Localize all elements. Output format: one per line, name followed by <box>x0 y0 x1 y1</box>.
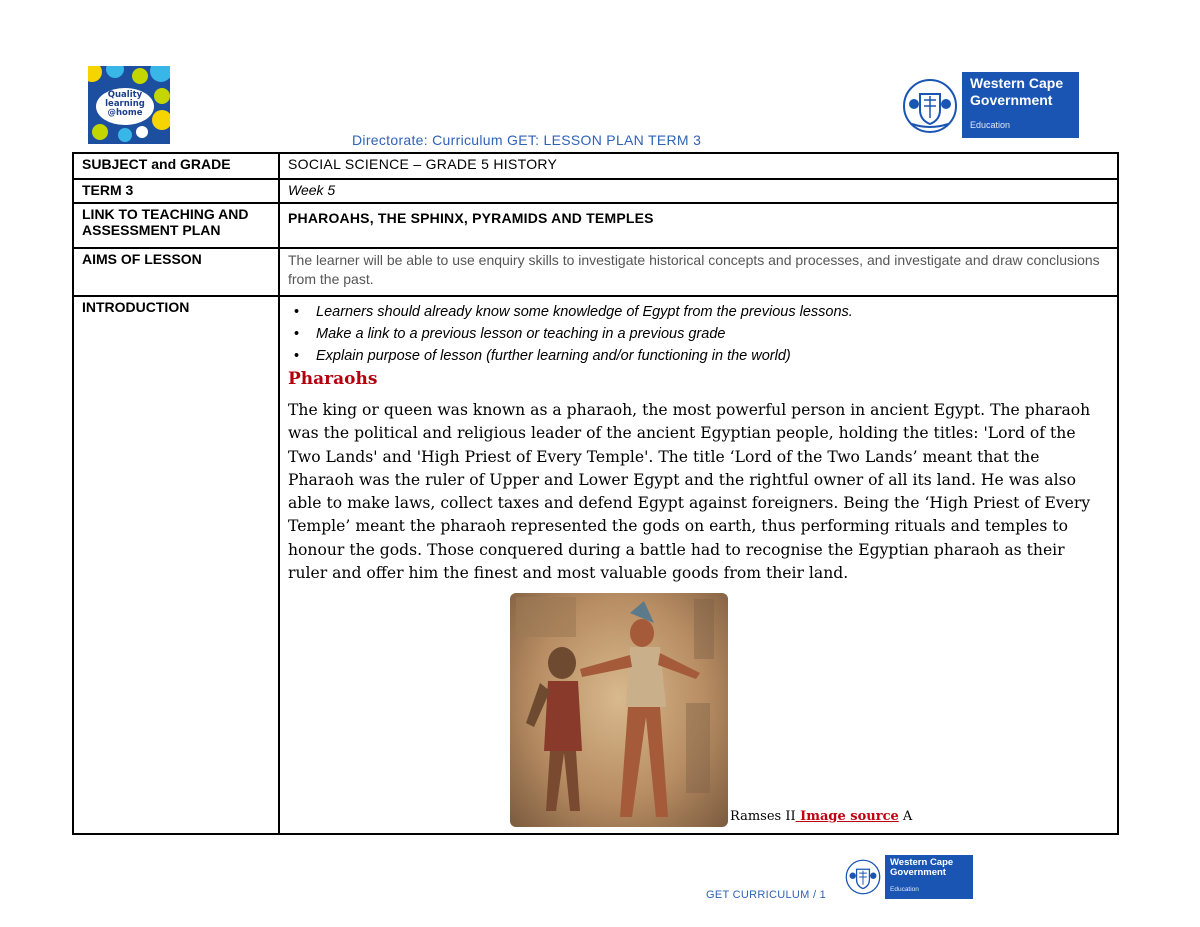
footer-wcg-department: Education <box>890 886 919 893</box>
ql-line1: Quality <box>107 90 143 100</box>
footer-page-label: GET CURRICULUM / 1 <box>706 889 827 901</box>
introduction-content <box>279 296 1118 834</box>
caption-name: Ramses II <box>730 809 796 825</box>
ql-line2: learning <box>105 99 145 109</box>
western-cape-government-logo <box>896 72 1079 138</box>
row-introduction <box>73 296 1118 834</box>
image-source-link[interactable]: Image source <box>795 809 899 825</box>
footer-wcg-panel <box>885 855 973 899</box>
row-link <box>73 203 1118 248</box>
term-label: TERM 3 <box>73 179 279 203</box>
ramses-relief-image <box>510 593 728 827</box>
introduction-label: INTRODUCTION <box>73 296 279 834</box>
footer-wcg-logo <box>843 855 973 899</box>
wcg-logo-panel <box>962 72 1079 138</box>
wcg-name-line1: Western Cape <box>970 75 1064 91</box>
lesson-plan-table <box>72 152 1119 835</box>
relief-illustration <box>510 593 728 827</box>
directorate-title: Directorate: Curriculum GET: LESSON PLAN TERM 3 <box>352 132 702 148</box>
caption-suffix: A <box>898 809 913 825</box>
coat-of-arms-icon <box>902 78 958 134</box>
wcg-department: Education <box>970 120 1011 130</box>
intro-bullet-list <box>288 301 1109 367</box>
footer-coat-of-arms-icon <box>845 859 881 895</box>
row-subject <box>73 153 1118 179</box>
list-item: • Make a link to a previous lesson or teaching in a previous grade <box>316 323 1109 345</box>
pharaohs-paragraph: The king or queen was known as a pharaoh, the most powerful person in ancient Egypt. The pharaoh was the political and religious leader of the ancient Egyptian people, holding the titles: 'Lord of the Two Lands' and 'High Priest of Every Temple'. The title ‘Lord of the Two Lands’ meant that the Pharaoh was the ruler of Upper and Lower Egypt and the rightful owner of all its land. He was also able to make laws, collect taxes and defend Egypt against foreigners. Being the ‘High Priest of Every Temple’ meant the pharaoh represented the gods on earth, thus performing rituals and temples to honour the gods. Those conquered during a battle had to recognise the Egyptian pharaoh as their ruler and offer him the finest and most valuable goods from their land. <box>288 401 1091 583</box>
aims-value: The learner will be able to use enquiry skills to investigate historical concepts and processes, and investigate and draw conclusions from the past. <box>279 248 1118 296</box>
subject-value: SOCIAL SCIENCE – GRADE 5 HISTORY <box>279 153 1118 179</box>
list-item: • Explain purpose of lesson (further learning and/or functioning in the world) <box>316 345 1109 367</box>
image-caption <box>730 809 912 824</box>
subject-label: SUBJECT and GRADE <box>73 153 279 179</box>
week-value: Week 5 <box>279 179 1118 203</box>
footer-wcg-name-line1: Western Cape <box>890 857 954 868</box>
link-value: PHAROAHS, THE SPHINX, PYRAMIDS AND TEMPLES <box>279 203 1118 248</box>
link-label: LINK TO TEACHING AND ASSESSMENT PLAN <box>73 203 279 248</box>
quality-learning-logo-text <box>96 88 154 125</box>
row-term <box>73 179 1118 203</box>
ql-line3: @home <box>107 108 143 118</box>
quality-learning-logo <box>88 66 170 144</box>
pharaohs-heading: Pharaohs <box>288 369 378 389</box>
list-item: • Learners should already know some knowledge of Egypt from the previous lessons. <box>316 301 1109 323</box>
row-aims <box>73 248 1118 296</box>
footer-wcg-name-line2: Government <box>890 867 946 878</box>
aims-label: AIMS OF LESSON <box>73 248 279 296</box>
figure <box>288 593 1109 831</box>
wcg-name-line2: Government <box>970 92 1053 108</box>
